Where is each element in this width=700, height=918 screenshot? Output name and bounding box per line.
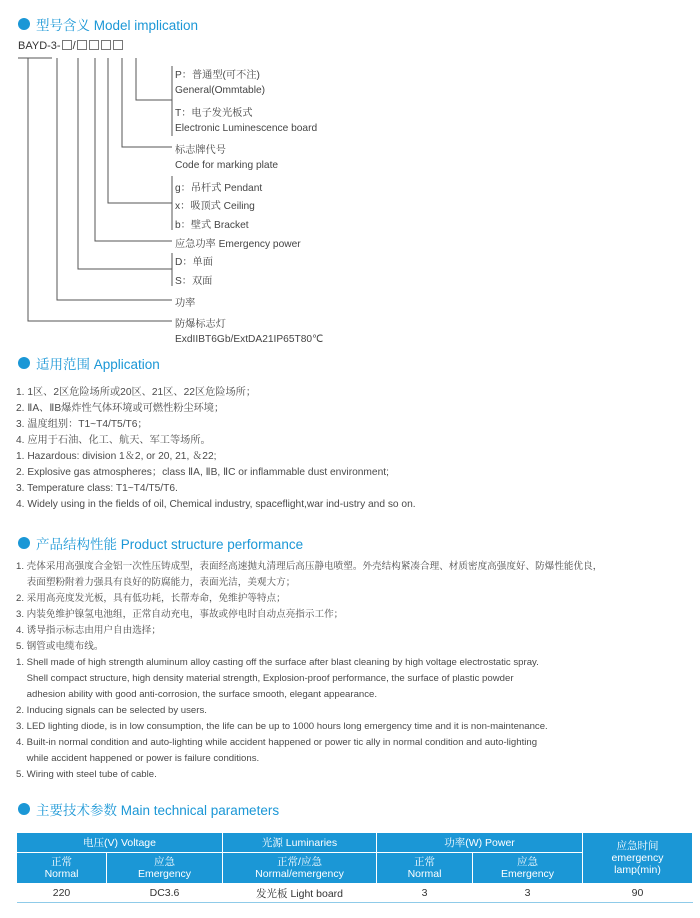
model-label: T：电子发光板式 bbox=[175, 108, 253, 119]
time-header-en: emergency bbox=[611, 852, 664, 864]
luminaries-sub-header bbox=[223, 853, 377, 884]
time-header-unit: lamp(min) bbox=[614, 864, 661, 876]
section-params-header bbox=[18, 799, 279, 819]
application-line: 1. Hazardous: division 1＆2, or 20, 21, ＆22; bbox=[16, 451, 217, 462]
header-cn: 正常/应急 bbox=[277, 856, 322, 868]
header-en: Normal/emergency bbox=[255, 868, 344, 880]
application-line: 2. ⅡA、ⅡB爆炸性气体环境或可燃性粉尘环境； bbox=[16, 403, 225, 414]
power-header: 功率(W) Power bbox=[377, 833, 583, 853]
voltage-header: 电压(V) Voltage bbox=[17, 833, 223, 853]
luminaries-cell: 发光板 Light board bbox=[223, 884, 377, 903]
params-table bbox=[16, 832, 693, 903]
power-emergency-cell: 3 bbox=[473, 884, 583, 903]
section-structure-header bbox=[18, 533, 303, 553]
voltage-normal-cell: 220 bbox=[17, 884, 107, 903]
power-emergency-header bbox=[473, 853, 583, 884]
section-title: 主要技术参数 Main technical parameters bbox=[36, 803, 280, 818]
model-label: S：双面 bbox=[175, 276, 213, 287]
application-line: 4. Widely using in the fields of oil, Chemical industry, spaceflight,war ind-ustry and so on. bbox=[16, 499, 416, 510]
bullet-dot-icon bbox=[18, 357, 30, 369]
structure-line: 1. 壳体采用高强度合金铝一次性压铸成型，表面经高速抛丸清理后高压静电喷塑。外壳结构紧凑合理、材质密度高强度好、防爆性能优良， bbox=[16, 561, 603, 572]
model-label: D：单面 bbox=[175, 257, 213, 268]
model-label: P：普通型(可不注) bbox=[175, 70, 260, 81]
structure-line: 表面塑粉附着力强具有良好的防腐能力，表面光洁，美观大方； bbox=[16, 577, 296, 588]
time-header bbox=[583, 833, 693, 884]
structure-line: Shell compact structure, high density material strength, Explosion-proof performance, the surface of plastic powder bbox=[16, 673, 514, 684]
bullet-dot-icon bbox=[18, 803, 30, 815]
section-application-header bbox=[18, 353, 160, 373]
model-label: 防爆标志灯 bbox=[175, 319, 226, 330]
application-line: 2. Explosive gas atmospheres；class ⅡA, ⅡB, ⅡC or inflammable dust environment; bbox=[16, 467, 389, 478]
header-en: Emergency bbox=[137, 868, 192, 880]
model-slash: / bbox=[72, 40, 76, 52]
voltage-emergency-cell: DC3.6 bbox=[107, 884, 223, 903]
header-cn: 应急 bbox=[517, 856, 539, 868]
header-cn: 应急 bbox=[154, 856, 175, 868]
model-label: 功率 bbox=[175, 298, 196, 309]
structure-line: 5. 钢管或电缆布线。 bbox=[16, 641, 104, 652]
application-line: 1. 1区、2区危险场所或20区、21区、22区危险场所； bbox=[16, 387, 257, 398]
structure-line: 3. LED lighting diode, is in low consumption, the life can be up to 1000 hours long emergency time and it is non-maintenance. bbox=[16, 721, 548, 732]
model-label: 标志牌代号 bbox=[175, 145, 226, 156]
model-label: Electronic Luminescence board bbox=[175, 123, 318, 134]
application-line: 3. 温度组别：T1~T4/T5/T6； bbox=[16, 419, 148, 430]
bullet-dot-icon bbox=[18, 537, 30, 549]
voltage-emergency-header bbox=[107, 853, 223, 884]
model-label: 应急功率 Emergency power bbox=[175, 239, 301, 250]
power-normal-cell: 3 bbox=[377, 884, 473, 903]
header-cn: 正常 bbox=[414, 856, 436, 868]
header-cn: 正常 bbox=[51, 856, 72, 868]
model-label: General(Ommtable) bbox=[175, 85, 266, 96]
model-diagram bbox=[0, 0, 700, 350]
time-header-cn: 应急时间 bbox=[616, 840, 659, 852]
power-normal-header bbox=[377, 853, 473, 884]
header-en: Emergency bbox=[500, 868, 555, 880]
table-header-row bbox=[17, 833, 693, 853]
model-label: g：吊杆式 Pendant bbox=[175, 183, 263, 194]
model-prefix: BAYD-3- bbox=[18, 40, 61, 52]
structure-line: 2. 采用高亮度发光板，具有低功耗，长帮寿命，免维护等特点； bbox=[16, 593, 286, 604]
structure-line: 1. Shell made of high strength aluminum alloy casting off the surface after blast cleaning by high voltage electrostatic spray. bbox=[16, 657, 539, 668]
structure-line: 3. 内装免维护镍氢电池组，正常自动充电，事故或停电时自动点亮指示工作； bbox=[16, 609, 344, 620]
structure-line: 4. 诱导指示标志由用户自由选择； bbox=[16, 625, 161, 636]
structure-line: while accident happened or power is failure conditions. bbox=[16, 753, 260, 764]
header-en: Normal bbox=[407, 868, 442, 880]
section-title: 型号含义 Model implication bbox=[36, 18, 199, 33]
section-title: 适用范围 Application bbox=[36, 357, 160, 372]
model-label: x：吸顶式 Ceiling bbox=[175, 201, 255, 212]
table-row bbox=[17, 884, 693, 903]
section-title: 产品结构性能 Product structure performance bbox=[36, 537, 304, 552]
structure-line: 2. Inducing signals can be selected by users. bbox=[16, 705, 207, 716]
structure-line: 5. Wiring with steel tube of cable. bbox=[16, 769, 157, 780]
application-line: 4. 应用于石油、化工、航天、军工等场所。 bbox=[16, 435, 211, 446]
model-label: ExdIIBT6Gb/ExtDA21IP65T80℃ bbox=[175, 334, 324, 345]
model-label: Code for marking plate bbox=[175, 160, 279, 171]
voltage-normal-header bbox=[17, 853, 107, 884]
model-label: b：壁式 Bracket bbox=[175, 220, 249, 231]
structure-line: 4. Built-in normal condition and auto-lighting while accident happened or power tic ally in normal condition and auto-lighting bbox=[16, 737, 538, 748]
header-en: Normal bbox=[44, 868, 79, 880]
luminaries-header: 光源 Luminaries bbox=[223, 833, 377, 853]
time-cell: 90 bbox=[583, 884, 693, 903]
structure-line: adhesion ability with good anti-corrosion, the surface smooth, elegant appearance. bbox=[16, 689, 378, 700]
application-line: 3. Temperature class: T1~T4/T5/T6. bbox=[16, 483, 178, 494]
